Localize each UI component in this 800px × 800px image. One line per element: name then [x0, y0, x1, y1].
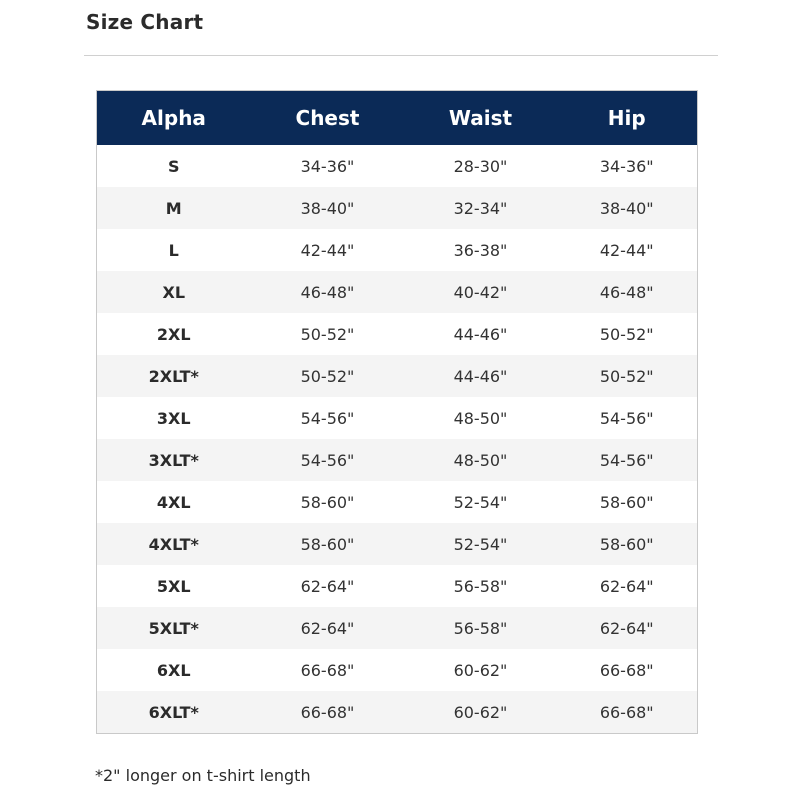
chest-cell: 50-52": [251, 313, 405, 355]
hip-cell: 54-56": [557, 439, 698, 481]
chest-cell: 58-60": [251, 481, 405, 523]
table-row: [97, 439, 698, 481]
header-chest: Chest: [251, 91, 405, 146]
hip-cell: 54-56": [557, 397, 698, 439]
chest-cell: 58-60": [251, 523, 405, 565]
chest-cell: 34-36": [251, 145, 405, 187]
alpha-cell: 6XLT*: [97, 691, 251, 734]
footnote: *2" longer on t-shirt length: [95, 766, 311, 785]
waist-cell: 48-50": [405, 397, 557, 439]
waist-cell: 28-30": [405, 145, 557, 187]
table-body: [97, 145, 698, 734]
waist-cell: 40-42": [405, 271, 557, 313]
hip-cell: 62-64": [557, 607, 698, 649]
hip-cell: 50-52": [557, 313, 698, 355]
chest-cell: 62-64": [251, 565, 405, 607]
header-waist: Waist: [405, 91, 557, 146]
alpha-cell: 3XLT*: [97, 439, 251, 481]
alpha-cell: XL: [97, 271, 251, 313]
table-row: [97, 691, 698, 734]
page-title: Size Chart: [86, 10, 204, 34]
chest-cell: 54-56": [251, 397, 405, 439]
table-row: [97, 187, 698, 229]
waist-cell: 56-58": [405, 565, 557, 607]
alpha-cell: 5XL: [97, 565, 251, 607]
alpha-cell: 5XLT*: [97, 607, 251, 649]
waist-cell: 32-34": [405, 187, 557, 229]
chest-cell: 62-64": [251, 607, 405, 649]
alpha-cell: 6XL: [97, 649, 251, 691]
table-header-row: [97, 91, 698, 146]
waist-cell: 44-46": [405, 355, 557, 397]
chest-cell: 66-68": [251, 691, 405, 734]
table-row: [97, 649, 698, 691]
table-row: [97, 523, 698, 565]
hip-cell: 46-48": [557, 271, 698, 313]
hip-cell: 38-40": [557, 187, 698, 229]
header-hip: Hip: [557, 91, 698, 146]
table-row: [97, 607, 698, 649]
table-row: [97, 355, 698, 397]
table-row: [97, 313, 698, 355]
size-chart-table: [96, 90, 698, 734]
waist-cell: 52-54": [405, 481, 557, 523]
waist-cell: 36-38": [405, 229, 557, 271]
chest-cell: 54-56": [251, 439, 405, 481]
alpha-cell: 4XLT*: [97, 523, 251, 565]
table-row: [97, 271, 698, 313]
table-row: [97, 145, 698, 187]
alpha-cell: 3XL: [97, 397, 251, 439]
table-row: [97, 397, 698, 439]
alpha-cell: 2XLT*: [97, 355, 251, 397]
hip-cell: 58-60": [557, 481, 698, 523]
hip-cell: 34-36": [557, 145, 698, 187]
alpha-cell: 4XL: [97, 481, 251, 523]
chest-cell: 46-48": [251, 271, 405, 313]
alpha-cell: L: [97, 229, 251, 271]
waist-cell: 48-50": [405, 439, 557, 481]
table-row: [97, 229, 698, 271]
header-alpha: Alpha: [97, 91, 251, 146]
hip-cell: 62-64": [557, 565, 698, 607]
chest-cell: 66-68": [251, 649, 405, 691]
hip-cell: 58-60": [557, 523, 698, 565]
chest-cell: 42-44": [251, 229, 405, 271]
waist-cell: 60-62": [405, 691, 557, 734]
hip-cell: 66-68": [557, 691, 698, 734]
waist-cell: 52-54": [405, 523, 557, 565]
table-row: [97, 481, 698, 523]
waist-cell: 44-46": [405, 313, 557, 355]
waist-cell: 60-62": [405, 649, 557, 691]
hip-cell: 42-44": [557, 229, 698, 271]
chest-cell: 50-52": [251, 355, 405, 397]
hip-cell: 66-68": [557, 649, 698, 691]
title-divider: [84, 55, 718, 56]
waist-cell: 56-58": [405, 607, 557, 649]
alpha-cell: S: [97, 145, 251, 187]
table-row: [97, 565, 698, 607]
chest-cell: 38-40": [251, 187, 405, 229]
hip-cell: 50-52": [557, 355, 698, 397]
alpha-cell: M: [97, 187, 251, 229]
alpha-cell: 2XL: [97, 313, 251, 355]
